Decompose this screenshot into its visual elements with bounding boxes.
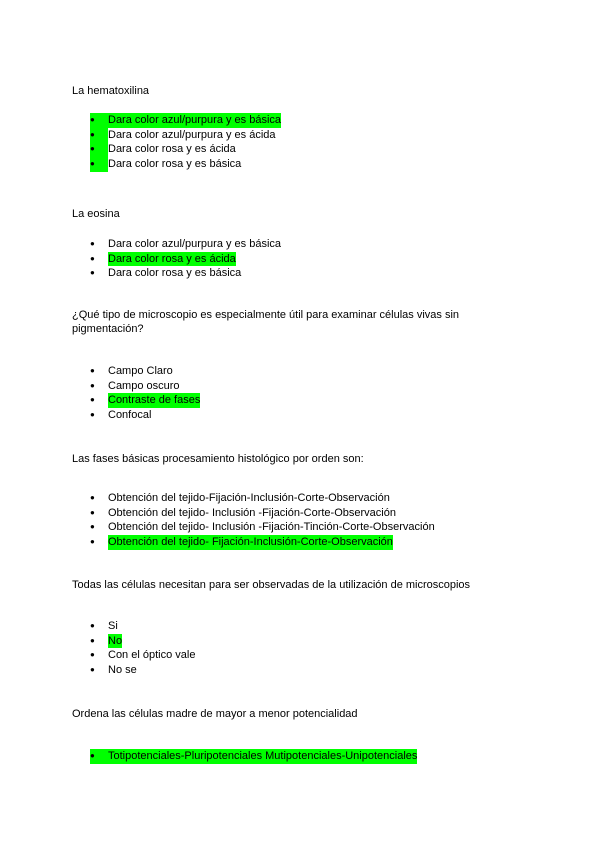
list-item [90, 379, 200, 394]
list-item [90, 663, 195, 678]
bullet-icon: ● [90, 522, 95, 532]
question-3-options [90, 364, 200, 423]
option-text: Obtención del tejido- Inclusión -Fijación-Tinción-Corte-Observación [108, 521, 435, 534]
bullet-icon: ● [90, 749, 108, 764]
bullet-icon: ● [90, 507, 95, 517]
bullet-icon: ● [90, 113, 108, 128]
option-text: Campo oscuro [108, 379, 180, 392]
list-item [90, 157, 281, 172]
list-item [90, 506, 435, 521]
question-2-options [90, 237, 281, 281]
option-text: Dara color rosa y es básica [108, 267, 242, 280]
list-item [90, 128, 281, 143]
bullet-icon: ● [90, 493, 95, 502]
bullet-icon: ● [90, 253, 95, 263]
bullet-icon: ● [90, 380, 95, 390]
list-item [90, 535, 435, 550]
bullet-icon: ● [90, 621, 95, 630]
option-text: No se [108, 664, 137, 677]
bullet-icon: ● [90, 239, 95, 248]
bullet-icon: ● [90, 157, 108, 172]
question-2-text: La eosina [72, 208, 120, 220]
bullet-icon: ● [90, 268, 95, 278]
bullet-icon: ● [90, 665, 95, 675]
question-1-options [90, 113, 281, 172]
question-5-options [90, 619, 195, 678]
bullet-icon: ● [90, 410, 95, 420]
option-text: Confocal [108, 409, 152, 422]
question-3-text: ¿Qué tipo de microscopio es especialmente útil para examinar células vivas sin pigmentación? [72, 309, 460, 335]
bullet-icon: ● [90, 128, 108, 143]
option-text: Dara color rosa y es básica [108, 158, 242, 171]
list-item [90, 491, 435, 506]
option-text: Obtención del tejido- Fijación-Inclusión-Corte-Observación [108, 536, 393, 549]
option-text: Contraste de fases [108, 394, 201, 407]
list-item [90, 142, 281, 157]
question-6-options [90, 749, 417, 764]
list-item [90, 408, 200, 423]
option-text: Obtención del tejido- Inclusión -Fijación-Corte-Observación [108, 506, 396, 519]
question-4-options [90, 491, 435, 550]
list-item [90, 252, 281, 267]
list-item [90, 648, 195, 663]
option-text: Obtención del tejido-Fijación-Inclusión-Corte-Observación [108, 492, 390, 504]
list-item [90, 393, 200, 408]
option-text: No [108, 634, 123, 647]
list-item [90, 634, 195, 649]
list-item [90, 619, 195, 634]
option-text: Dara color rosa y es ácida [108, 143, 236, 156]
list-item [90, 749, 417, 764]
option-text: Si [108, 620, 118, 632]
option-text: Dara color azul/purpura y es básica [108, 238, 282, 250]
option-text: Campo Claro [108, 365, 173, 377]
option-text: Dara color rosa y es ácida [108, 252, 236, 265]
list-item [90, 520, 435, 535]
list-item [90, 266, 281, 281]
list-item [90, 364, 200, 379]
option-text: Dara color azul/purpura y es básica [108, 114, 282, 126]
option-text: Dara color azul/purpura y es ácida [108, 128, 276, 141]
bullet-icon: ● [90, 635, 95, 645]
bullet-icon: ● [90, 366, 95, 375]
question-5-text: Todas las células necesitan para ser observadas de la utilización de microscopios [72, 579, 471, 591]
list-item [90, 113, 281, 128]
bullet-icon: ● [90, 395, 95, 405]
option-text: Totipotenciales-Pluripotenciales Mutipotenciales-Unipotenciales [108, 750, 418, 762]
question-4-text: Las fases básicas procesamiento histológico por orden son: [72, 453, 364, 465]
question-6-text: Ordena las células madre de mayor a menor potencialidad [72, 708, 358, 720]
bullet-icon: ● [90, 650, 95, 660]
bullet-icon: ● [90, 142, 108, 157]
option-text: Con el óptico vale [108, 649, 196, 662]
bullet-icon: ● [90, 537, 95, 547]
question-1-text: La hematoxilina [72, 85, 150, 97]
list-item [90, 237, 281, 252]
